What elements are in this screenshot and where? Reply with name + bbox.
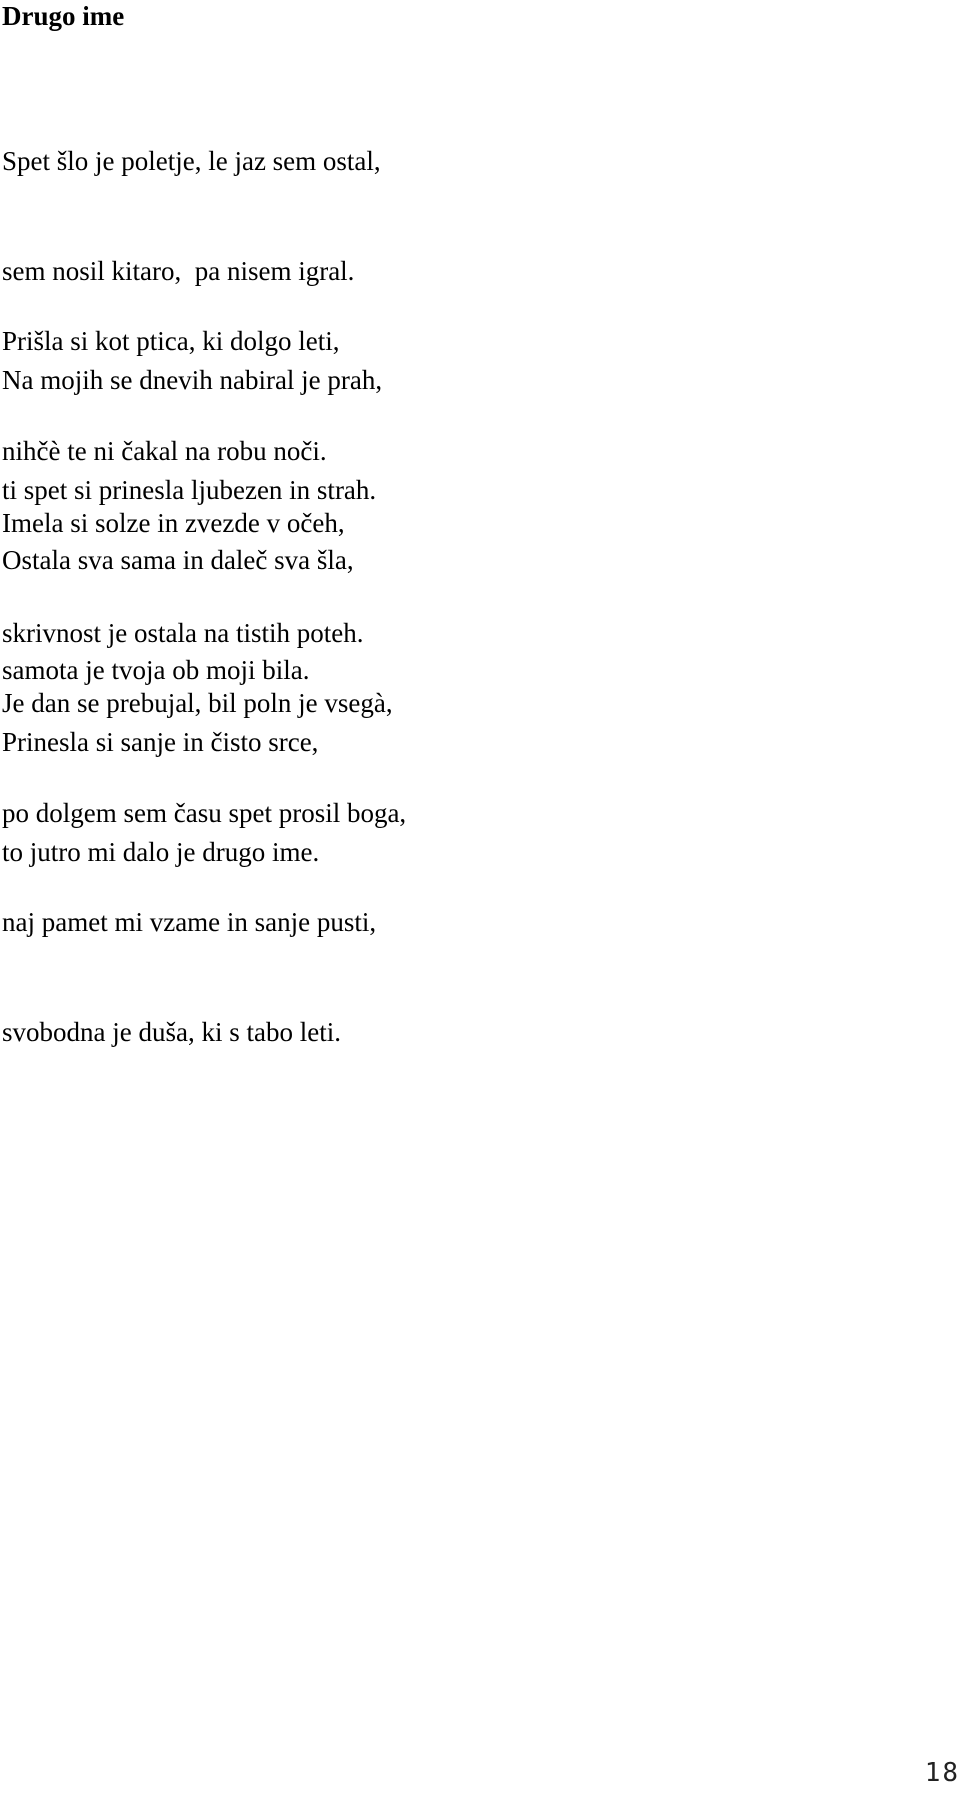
poem-title: Drugo ime bbox=[2, 1, 125, 31]
stanza-1-line-4: ti spet si prinesla ljubezen in strah. bbox=[2, 474, 377, 505]
stanza-4 bbox=[2, 612, 406, 1123]
stanza-2-line-4: samota je tvoja ob moji bila. bbox=[2, 654, 310, 685]
stanza-2-line-2: nihčè te ni čakal na robu noči. bbox=[2, 435, 327, 466]
stanza-2-line-3: Ostala sva sama in daleč sva šla, bbox=[2, 545, 354, 575]
stanza-4-line-3: naj pamet mi vzame in sanje pusti, bbox=[2, 907, 377, 937]
stanza-4-line-2: po dolgem sem času spet prosil boga, bbox=[2, 797, 407, 828]
stanza-3-line-2: skrivnost je ostala na tistih poteh. bbox=[2, 617, 364, 648]
stanza-4-line-1: Je dan se prebujal, bil poln je vsegà, bbox=[2, 688, 393, 718]
stanza-1-line-2: sem nosil kitaro, pa nisem igral. bbox=[2, 255, 355, 286]
stanza-2-line-1: Prišla si kot ptica, ki dolgo leti, bbox=[2, 326, 340, 356]
stanza-4-line-4: svobodna je duša, ki s tabo leti. bbox=[2, 1016, 341, 1047]
stanza-1-line-1: Spet šlo je poletje, le jaz sem ostal, bbox=[2, 146, 381, 176]
stanza-3-line-4: to jutro mi dalo je drugo ime. bbox=[2, 836, 320, 867]
stanza-3-line-3: Prinesla si sanje in čisto srce, bbox=[2, 727, 319, 757]
page-number: 18 bbox=[924, 1758, 960, 1788]
stanza-1-line-3: Na mojih se dnevih nabiral je prah, bbox=[2, 365, 383, 395]
stanza-3-line-1: Imela si solze in zvezde v očeh, bbox=[2, 508, 345, 538]
